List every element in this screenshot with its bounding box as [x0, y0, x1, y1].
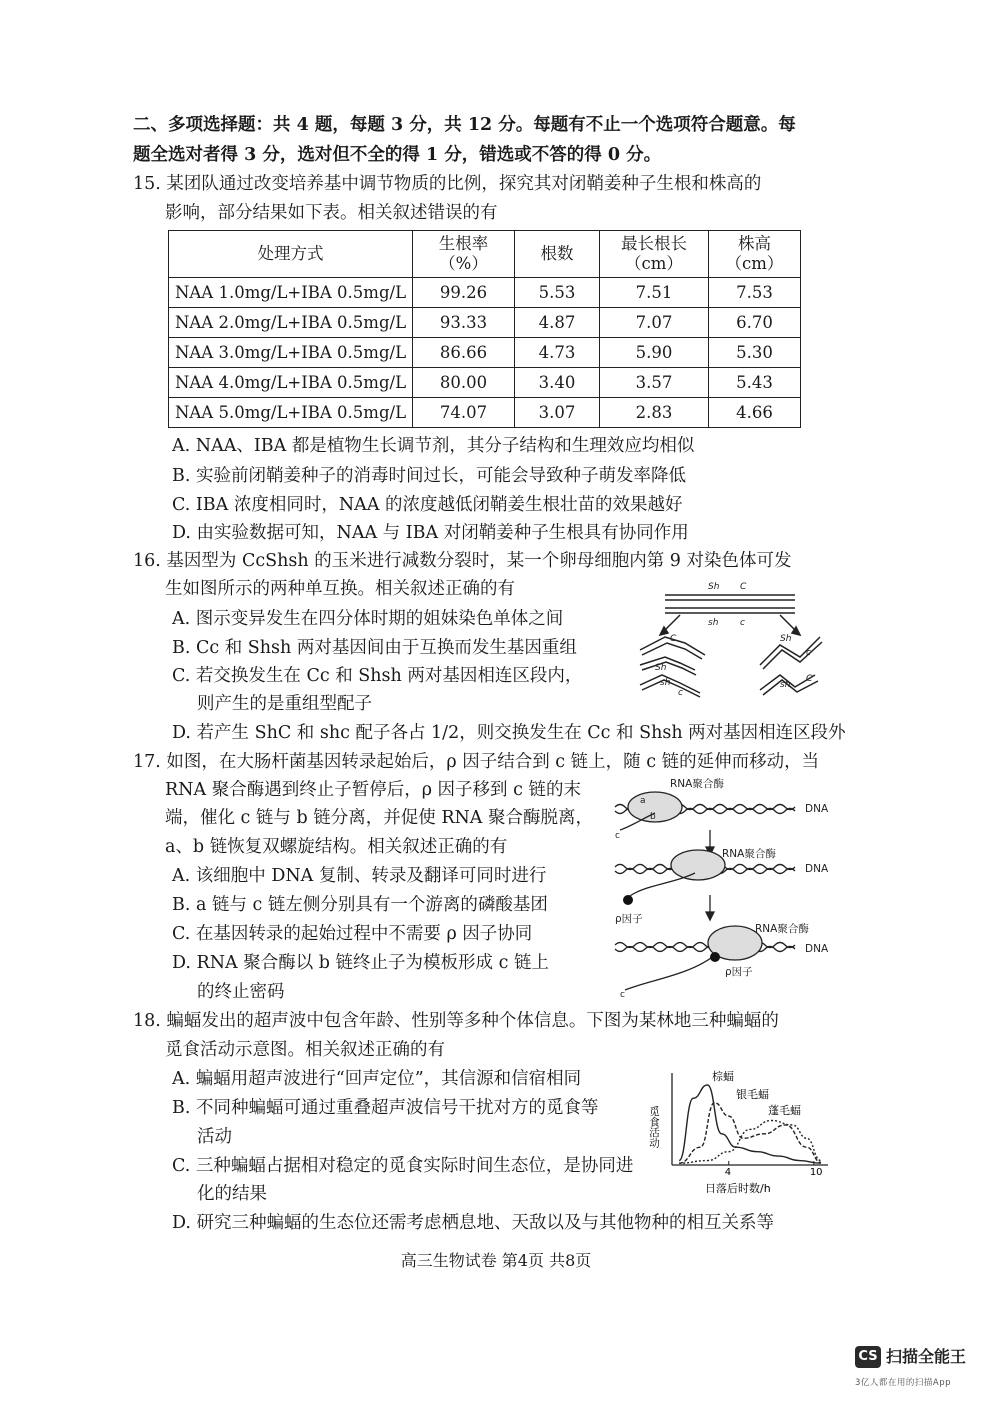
sh-lower-label: sh [708, 618, 719, 628]
q15-data-table [168, 230, 801, 428]
x-axis-label: 日落后时数/h [705, 1182, 771, 1195]
q15-option-d: D. 由实验数据可知，NAA 与 IBA 对闭鞘姜种子生根具有协同作用 [172, 523, 689, 543]
q18-option-c-cont: 化的结果 [197, 1184, 267, 1204]
camscanner-logo-icon: CS [855, 1346, 881, 1368]
rna-polymerase-label: RNA聚合酶 [670, 778, 724, 790]
q18-stem-cont: 觅食活动示意图。相关叙述正确的有 [165, 1040, 445, 1060]
q17-option-a: A. 该细胞中 DNA 复制、转录及翻译可同时进行 [172, 866, 547, 886]
table-cell: 74.07 [413, 398, 515, 428]
table-cell: 3.57 [600, 368, 709, 398]
table-cell: NAA 3.0mg/L+IBA 0.5mg/L [169, 338, 413, 368]
x-tick-label: 4 [724, 1167, 732, 1178]
table-cell: 93.33 [413, 308, 515, 338]
header-longest-root: 最长根长 （cm） [600, 231, 709, 278]
rho-factor-label: ρ因子 [615, 913, 643, 925]
fig-label: Sh [780, 634, 792, 644]
legend-brown-bat: 棕蝠 [712, 1070, 734, 1083]
table-cell: 5.43 [709, 368, 801, 398]
rho-factor-dot [623, 895, 633, 905]
fig-label: sh [660, 678, 671, 688]
q15-option-c: C. IBA 浓度相同时，NAA 的浓度越低闭鞘姜生根壮苗的效果越好 [172, 495, 683, 515]
rho-factor-dot [710, 952, 720, 962]
table-cell: 4.87 [515, 308, 600, 338]
table-cell: NAA 2.0mg/L+IBA 0.5mg/L [169, 308, 413, 338]
q15-option-a: A. NAA、IBA 都是植物生长调节剂，其分子结构和生理效应均相似 [172, 436, 695, 456]
table-cell: 99.26 [413, 278, 515, 308]
q17-stem: 17. 如图，在大肠杆菌基因转录起始后，ρ 因子结合到 c 链上，随 c 链的延伸而移动，当 [133, 752, 820, 772]
table-cell: NAA 4.0mg/L+IBA 0.5mg/L [169, 368, 413, 398]
table-header-row [169, 231, 801, 278]
section-title-cont: 题全选对者得 3 分，选对但不全的得 1 分，错选或不答的得 0 分。 [133, 145, 662, 165]
section-title: 二、多项选择题：共 4 题，每题 3 分，共 12 分。每题有不止一个选项符合题意。每 [133, 115, 796, 135]
fig-label: c [806, 648, 811, 658]
q17-option-b: B. a 链与 c 链左侧分别具有一个游离的磷酸基团 [172, 895, 548, 915]
sh-label: Sh [708, 582, 720, 592]
table-cell: NAA 5.0mg/L+IBA 0.5mg/L [169, 398, 413, 428]
rna-polymerase-label: RNA聚合酶 [722, 848, 776, 860]
c-lower-label: c [740, 618, 745, 628]
header-root-count: 根数 [515, 231, 600, 278]
bat-foraging-chart [650, 1068, 835, 1198]
transcription-termination-figure [610, 775, 840, 1005]
q16-option-a: A. 图示变异发生在四分体时期的姐妹染色单体之间 [172, 609, 564, 629]
fig-label: Sh [655, 663, 667, 673]
table-cell: 5.53 [515, 278, 600, 308]
table-cell: 5.90 [600, 338, 709, 368]
q15-option-b: B. 实验前闭鞘姜种子的消毒时间过长，可能会导致种子萌发率降低 [172, 466, 686, 486]
strand-a-label: a [640, 796, 646, 806]
strand-b-label: b [650, 812, 656, 822]
table-row [169, 278, 801, 308]
q17-stem-cont1: RNA 聚合酶遇到终止子暂停后，ρ 因子移到 c 链的末 [165, 780, 581, 800]
chromosome-crossover-figure [630, 575, 840, 710]
x-tick-label: 10 [809, 1167, 823, 1178]
fig-label: C [806, 674, 813, 684]
dna-label: DNA [805, 863, 829, 875]
q18-option-b-cont: 活动 [197, 1127, 232, 1147]
table-row [169, 398, 801, 428]
header-treatment: 处理方式 [169, 231, 413, 278]
table-row [169, 308, 801, 338]
q17-option-d-cont: 的终止密码 [197, 982, 285, 1002]
q16-option-b: B. Cc 和 Shsh 两对基因间由于互换而发生基因重组 [172, 638, 577, 658]
q17-option-d: D. RNA 聚合酶以 b 链终止子为模板形成 c 链上 [172, 953, 549, 973]
q17-stem-cont2: 端，催化 c 链与 b 链分离，并促使 RNA 聚合酶脱离， [165, 808, 594, 828]
fig-label: sh [780, 680, 791, 690]
page-footer: 高三生物试卷 第4页 共8页 [400, 1251, 592, 1270]
camscanner-tagline: 3亿人都在用的扫描App [855, 1378, 952, 1388]
table-cell: 7.07 [600, 308, 709, 338]
table-cell: 2.83 [600, 398, 709, 428]
fig-label: C [670, 634, 677, 644]
table-cell: 5.30 [709, 338, 801, 368]
y-axis-label: 觅食活动 [648, 1106, 660, 1148]
camscanner-name: 扫描全能王 [886, 1347, 967, 1366]
rho-factor-label: ρ因子 [725, 966, 753, 978]
q18-option-a: A. 蝙蝠用超声波进行“回声定位”，其信源和信宿相同 [172, 1069, 582, 1089]
c-upper-label: C [740, 582, 747, 592]
table-row [169, 338, 801, 368]
dna-label: DNA [805, 803, 829, 815]
rna-polymerase-label: RNA聚合酶 [755, 923, 809, 935]
legend-hoary-bat: 蓬毛蝠 [768, 1104, 801, 1117]
table-row [169, 368, 801, 398]
table-cell: 6.70 [709, 308, 801, 338]
q15-stem-cont: 影响，部分结果如下表。相关叙述错误的有 [165, 203, 498, 223]
q17-option-c: C. 在基因转录的起始过程中不需要 ρ 因子协同 [172, 924, 533, 944]
header-plant-height: 株高 （cm） [709, 231, 801, 278]
strand-c-label: c [615, 831, 620, 841]
q18-option-b: B. 不同种蝙蝠可通过重叠超声波信号干扰对方的觅食等 [172, 1098, 599, 1118]
table-cell: NAA 1.0mg/L+IBA 0.5mg/L [169, 278, 413, 308]
fig-label: c [678, 688, 683, 698]
q16-stem-cont: 生如图所示的两种单互换。相关叙述正确的有 [165, 579, 515, 599]
table-cell: 7.53 [709, 278, 801, 308]
table-cell: 4.73 [515, 338, 600, 368]
legend-silver-haired-bat: 银毛蝠 [736, 1088, 769, 1101]
q16-option-c: C. 若交换发生在 Cc 和 Shsh 两对基因相连区段内， [172, 666, 583, 686]
q16-stem: 16. 基因型为 CcShsh 的玉米进行减数分裂时，某一个卵母细胞内第 9 对染色体可发 [133, 551, 792, 571]
header-rooting-rate: 生根率 （%） [413, 231, 515, 278]
strand-c-label: c [620, 990, 625, 1000]
table-cell: 86.66 [413, 338, 515, 368]
table-cell: 3.40 [515, 368, 600, 398]
dna-label: DNA [805, 943, 829, 955]
table-cell: 3.07 [515, 398, 600, 428]
table-cell: 4.66 [709, 398, 801, 428]
q16-option-c-cont: 则产生的是重组型配子 [197, 694, 372, 714]
q17-stem-cont3: a、b 链恢复双螺旋结构。相关叙述正确的有 [165, 837, 508, 857]
q18-option-c: C. 三种蝙蝠占据相对稳定的觅食实际时间生态位，是协同进 [172, 1156, 634, 1176]
q18-option-d: D. 研究三种蝙蝠的生态位还需考虑栖息地、天敌以及与其他物种的相互关系等 [172, 1213, 775, 1233]
table-cell: 7.51 [600, 278, 709, 308]
q18-stem: 18. 蝙蝠发出的超声波中包含年龄、性别等多种个体信息。下图为某林地三种蝙蝠的 [133, 1011, 779, 1031]
q16-option-d: D. 若产生 ShC 和 shc 配子各占 1/2，则交换发生在 Cc 和 Shsh 两对基因相连区段外 [172, 723, 846, 743]
table-cell: 80.00 [413, 368, 515, 398]
q15-stem: 15. 某团队通过改变培养基中调节物质的比例，探究其对闭鞘姜种子生根和株高的 [133, 174, 762, 194]
